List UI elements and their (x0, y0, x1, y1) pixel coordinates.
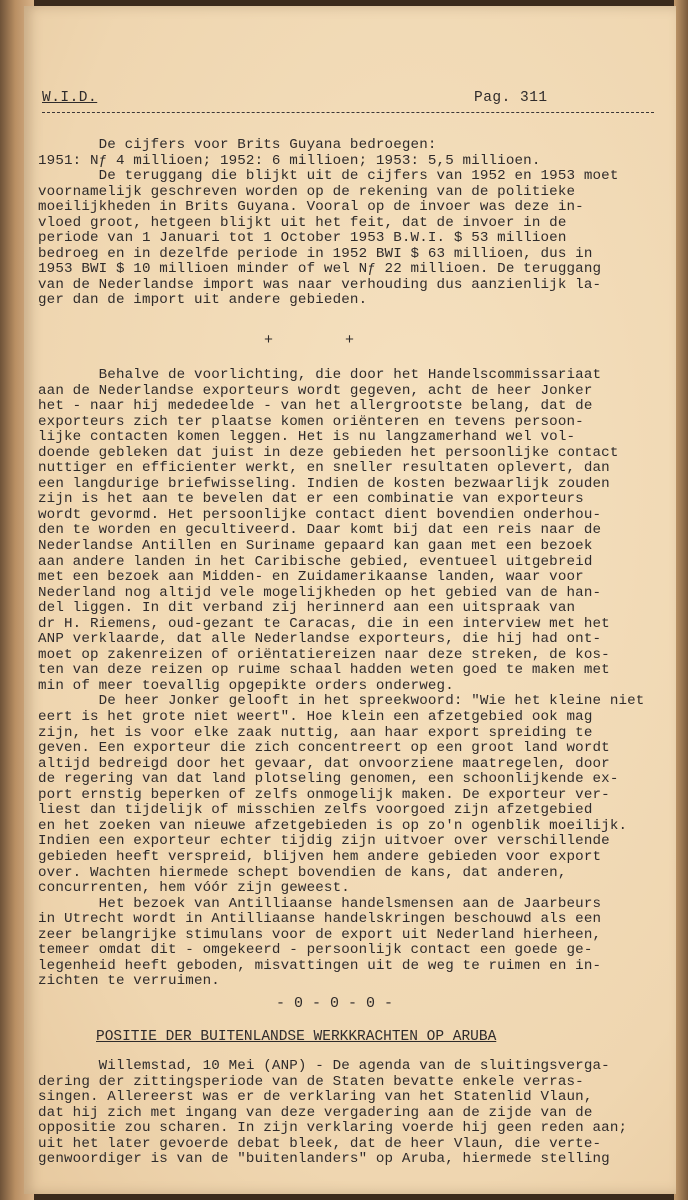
book-binding-right (674, 0, 688, 1200)
header-page-number: Pag. 311 (474, 90, 548, 106)
paragraph-brits-guyana: De cijfers voor Brits Guyana bedroegen: 1951: Nƒ 4 millioen; 1952: 6 millioen; 1953: 5,5 millioen. De teruggang die blijkt uit de cijfers van 1952 en 1953 moet voornamelijk geschreven worden op de rekening van de politieke moeilijkheden in Brits Guyana. Vooral op de invoer was deze in- vloed groot, hetgeen blijkt uit het feit, dat de invoer in de periode van 1 Januari tot 1 October 1953 B.W.I. $ 53 millioen bedroeg en in dezelfde periode in 1952 BWI $ 63 millioen, dus in 1953 BWI $ 10 millioen minder of wel Nƒ 22 millioen. De teruggang van de Nederlandse import was naar verhouding dus aanzienlijk la- ger dan de import uit andere gebieden. (38, 137, 619, 309)
section-title: POSITIE DER BUITENLANDSE WERKKRACHTEN OP ARUBA (96, 1029, 497, 1045)
dash-separator: - 0 - 0 - 0 - (276, 995, 394, 1012)
page-header (42, 90, 654, 113)
paragraph-handelscommissariaat: Behalve de voorlichting, die door het Handelscommissariaat aan de Nederlandse exporteurs wordt gegeven, acht de heer Jonker het - naar hij mededeelde - van het allergrootste belang, dat de exporteurs zich ter plaatse komen oriënteren en tevens persoon- lijke contacten komen leggen. Het is nu langzamerhand wel vol- doende gebleken dat juist in deze gebieden het persoonlijke contact nuttiger en efficienter werkt, en sneller resultaten oplevert, dan een langdurige briefwisseling. Indien de kosten bezwaarlijk zouden zijn is het aan te bevelen dat er een combinatie van exporteurs wordt gevormd. Het persoonlijke contact dient bovendien onderhou- den te worden en gecultiveerd. Daar komt bij dat een reis naar de Nederlandse Antillen en Suriname gepaard kan gaan met een bezoek aan andere landen in het Caribische gebied, eventueel uitgebreid met een bezoek aan Midden- en Zuidamerikaanse landen, waar voor Nederland nog altijd vele mogelijkheden op het gebied van de han- del liggen. In dit verband zij herinnerd aan een uitspraak van dr H. Riemens, oud-gezant te Caracas, die in een interview met het ANP verklaarde, dat alle Nederlandse exporteurs, die hij had ont- moet op zakenreizen of oriëntatiereizen naar deze streken, de kos- ten van deze reizen op ruime schaal hadden weten goed te maken met min of meer toevallig opgepikte orders onderweg. De heer Jonker gelooft in het spreekwoord: "Wie het kleine niet eert is het grote niet weert". Hoe klein een afzetgebied ook mag zijn, het is voor elke zaak nuttig, aan haar export spreiding te geven. Een exporteur die zich concentreert op een groot land wordt altijd bedreigd door het gevaar, dat onvoorziene maatregelen, door de regering van dat land plotseling genomen, een schoonlijkende ex- port ernstig beperken of zelfs onmogelijk maken. De exporteur ver- liest dan tijdelijk of misschien zelfs voorgoed zijn afzetgebied en het zoeken van nieuwe afzetgebieden is op zo'n ogenblik moeilijk. Indien een exporteur echter tijdig zijn uitvoer over verschillende gebieden heeft verspreid, blijven hem andere gebieden voor export over. Wachten hiermede schept bovendien de kans, dat anderen, concurrenten, hem vóór zijn geweest. Het bezoek van Antilliaanse handelsmensen aan de Jaarbeurs in Utrecht wordt in Antilliaanse handelskringen beschouwd als een zeer belangrijke stimulans voor de export uit Nederland hierheen, temeer omdat dit - omgekeerd - persoonlijk contact een goede ge- legenheid heeft geboden, misvattingen uit de weg te ruimen en in- zichten te verruimen. (38, 367, 645, 990)
header-publication: W.I.D. (42, 90, 98, 106)
plus-separator: + + (264, 332, 355, 349)
document-page (24, 6, 676, 1194)
paragraph-willemstad: Willemstad, 10 Mei (ANP) - De agenda van de sluitingsverga- dering der zittingsperiode van de Staten bevatte enkele verras- singen. Allereerst was er de verklaring van het Statenlid Vlaun, dat hij zich met ingang van deze vergadering aan de zijde van de oppositie zou scharen. In zijn verklaring voerde hij geen reden aan; uit het later gevoerde debat bleek, dat de heer Vlaun, die verte- genwoordiger is van de "buitenlanders" op Aruba, hiermede stelling (38, 1058, 628, 1168)
